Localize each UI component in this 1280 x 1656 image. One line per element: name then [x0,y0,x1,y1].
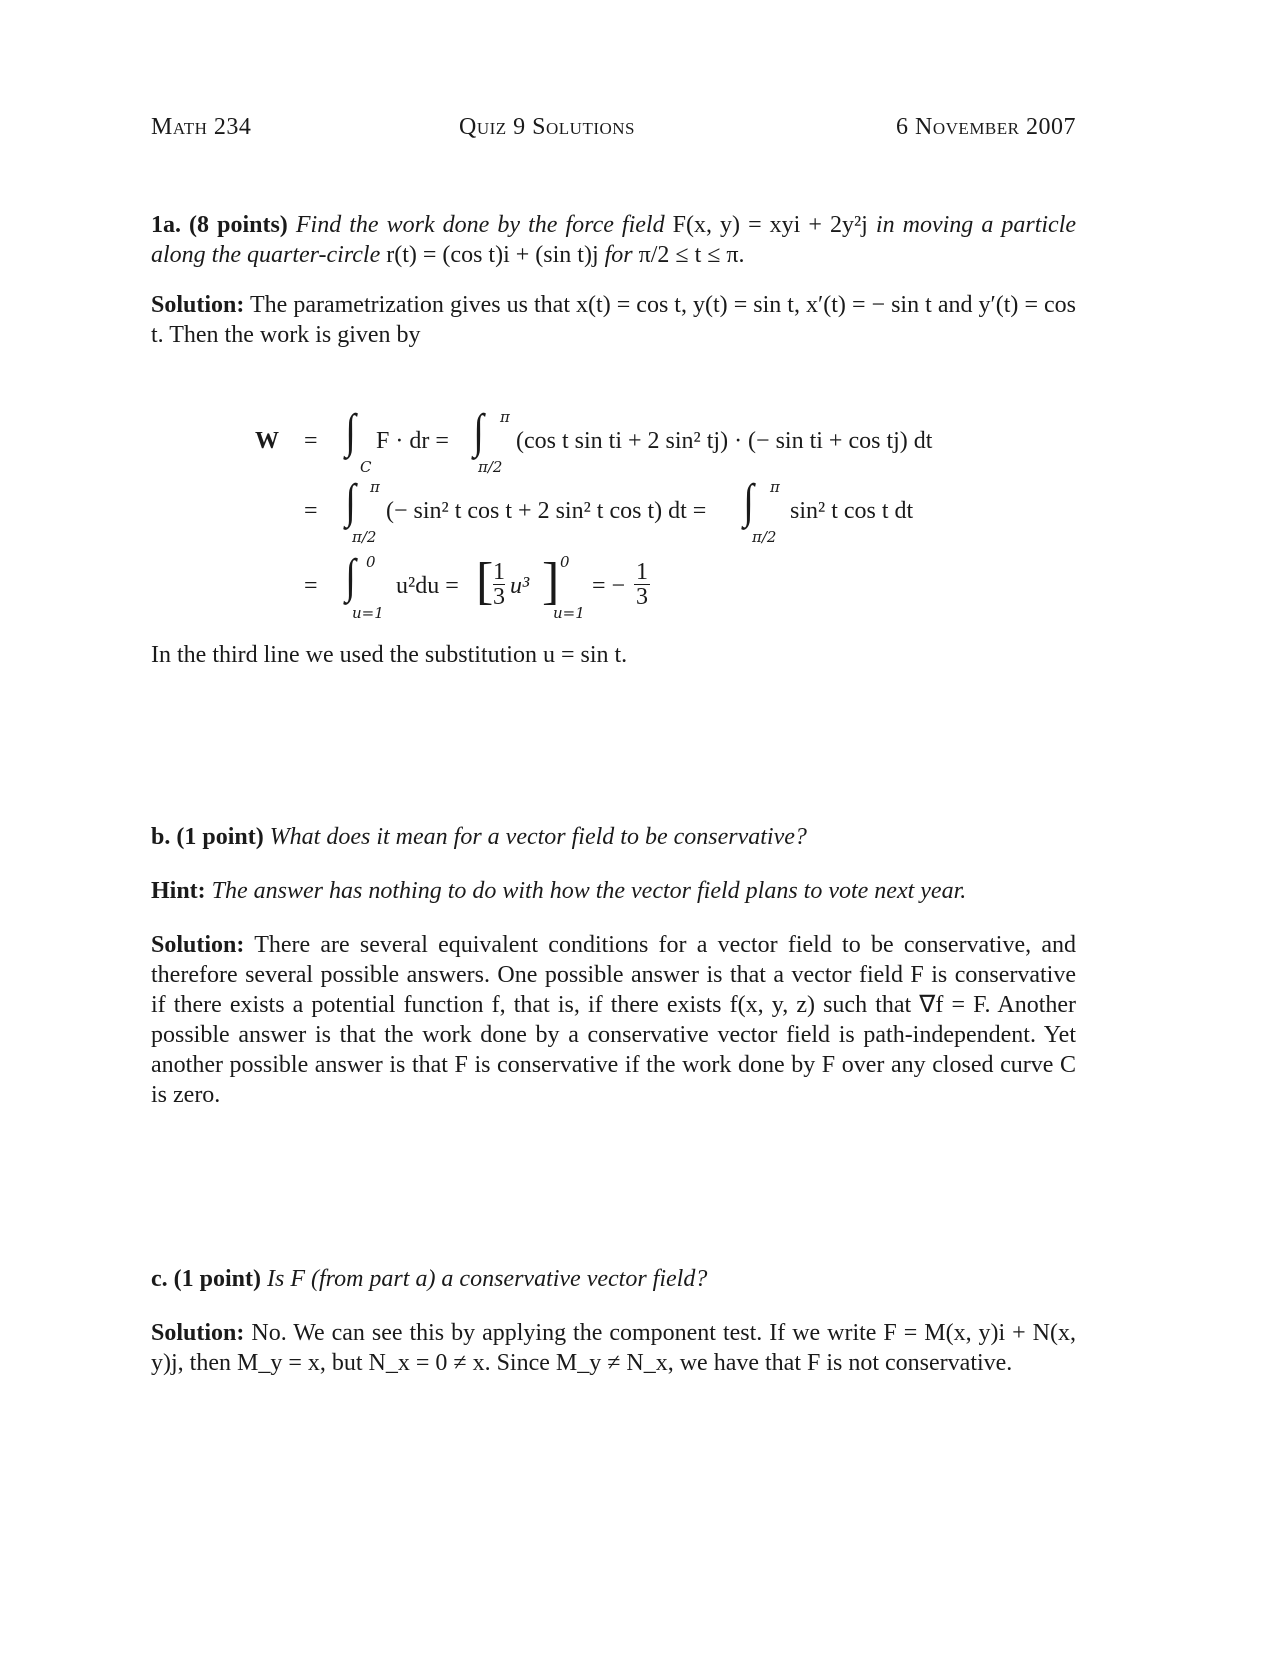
equation-line-3a: u²du = [396,573,459,599]
fraction-denominator: 3 [636,584,648,610]
equation-line-3b: = − [592,573,626,599]
solution-label: Solution: [151,932,245,958]
equation-line-2b: sin² t cos t dt [790,498,914,524]
hint-label: Hint: [151,878,206,904]
work-symbol: W [255,428,279,454]
question-c-label: c. (1 point) [151,1266,261,1292]
evaluation-lower-limit: u=1 [553,604,585,622]
solution-text: There are several equivalent conditions for a vector field to be conservative, and therefore several possible answers. One possible answer is that a vector field F is conservative if there exists a potential function f, that is, if there exists f(x, y, z) such that ∇f = F. Another possible answer is that the work done by a conservative vector field is path-independent. Yet another possible answer is that F is conservative if the work done by F over any closed curve C is zero. [151,932,1076,1108]
integral-upper-limit: π [370,478,380,496]
question-c-text: Is F (from part a) a conservative vector field? [267,1266,708,1292]
solution-label: Solution: [151,1320,245,1346]
integral-sign: ∫ [743,475,754,528]
question-1a-text: Find the work done by the force field [295,212,665,238]
force-field-expression: F(x, y) = xyi + 2y²j [672,212,868,238]
substitution-note: In the third line we used the substitution u = sin t. [151,642,628,668]
integral-upper-limit: π [770,478,780,496]
fraction-numerator: 1 [636,559,648,585]
question-b-solution [151,930,1076,1110]
fraction-numerator: 1 [493,559,505,585]
question-c-solution [151,1318,1076,1378]
result-fraction [634,560,650,609]
equals-sign: = [304,498,318,524]
course-name: Math 234 [151,114,252,140]
question-1a-prompt [151,210,1076,270]
page-header [151,114,1076,148]
equation-line-1b: (cos t sin ti + 2 sin² tj) · (− sin ti + cos tj) dt [516,428,933,454]
equation-line-2a: (− sin² t cos t + 2 sin² t cos t) dt = [386,498,707,524]
integral-sign: ∫ [345,475,356,528]
integral-lower-limit: π/2 [752,528,777,546]
question-1a-solution [151,290,1076,350]
solution-text: The parametrization gives us that x(t) = cos t, y(t) = sin t, x′(t) = − sin t and y′(t) = cos t. Then the work is given by [151,292,1076,348]
integral-sign: ∫ [345,550,356,603]
integral-lower-limit: C [360,458,372,476]
question-b-prompt [151,822,1076,852]
equation-line-1a: F · dr = [376,428,449,454]
question-b-label: b. (1 point) [151,824,264,850]
question-c-prompt [151,1264,1076,1294]
fraction-one-third [493,560,505,609]
integral-lower-limit: π/2 [478,458,503,476]
parameter-range: π/2 ≤ t ≤ π. [638,242,745,268]
integral-lower-limit: π/2 [352,528,377,546]
question-1a-label: 1a. (8 points) [151,212,288,238]
document-date: 6 November 2007 [896,114,1076,140]
document-title: Quiz 9 Solutions [459,114,635,140]
equals-sign: = [304,573,318,599]
evaluation-upper-limit: 0 [560,553,570,571]
left-bracket: [ [476,553,494,610]
question-1a-text-2: in moving a particle along the quarter-circle [151,212,1077,268]
integral-upper-limit: 0 [366,553,376,571]
integral-upper-limit: π [500,408,510,426]
right-bracket: ] [542,553,560,610]
solution-label: Solution: [151,292,245,318]
integral-sign: ∫ [345,405,356,458]
hint-text: The answer has nothing to do with how the vector field plans to vote next year. [211,878,967,904]
u-cubed: u³ [510,573,530,599]
question-b-hint [151,876,1076,906]
curve-expression: r(t) = (cos t)i + (sin t)j [386,242,599,268]
for-word: for [604,242,633,268]
solution-text: No. We can see this by applying the component test. If we write F = M(x, y)i + N(x, y)j, then M_y = x, but N_x = 0 ≠ x. Since M_y ≠ N_x, we have that F is not conservative. [151,1320,1077,1376]
integral-sign: ∫ [473,405,484,458]
question-b-text: What does it mean for a vector field to be conservative? [269,824,807,850]
equals-sign: = [304,428,318,454]
integral-lower-limit: u=1 [352,604,384,622]
fraction-denominator: 3 [493,584,505,610]
